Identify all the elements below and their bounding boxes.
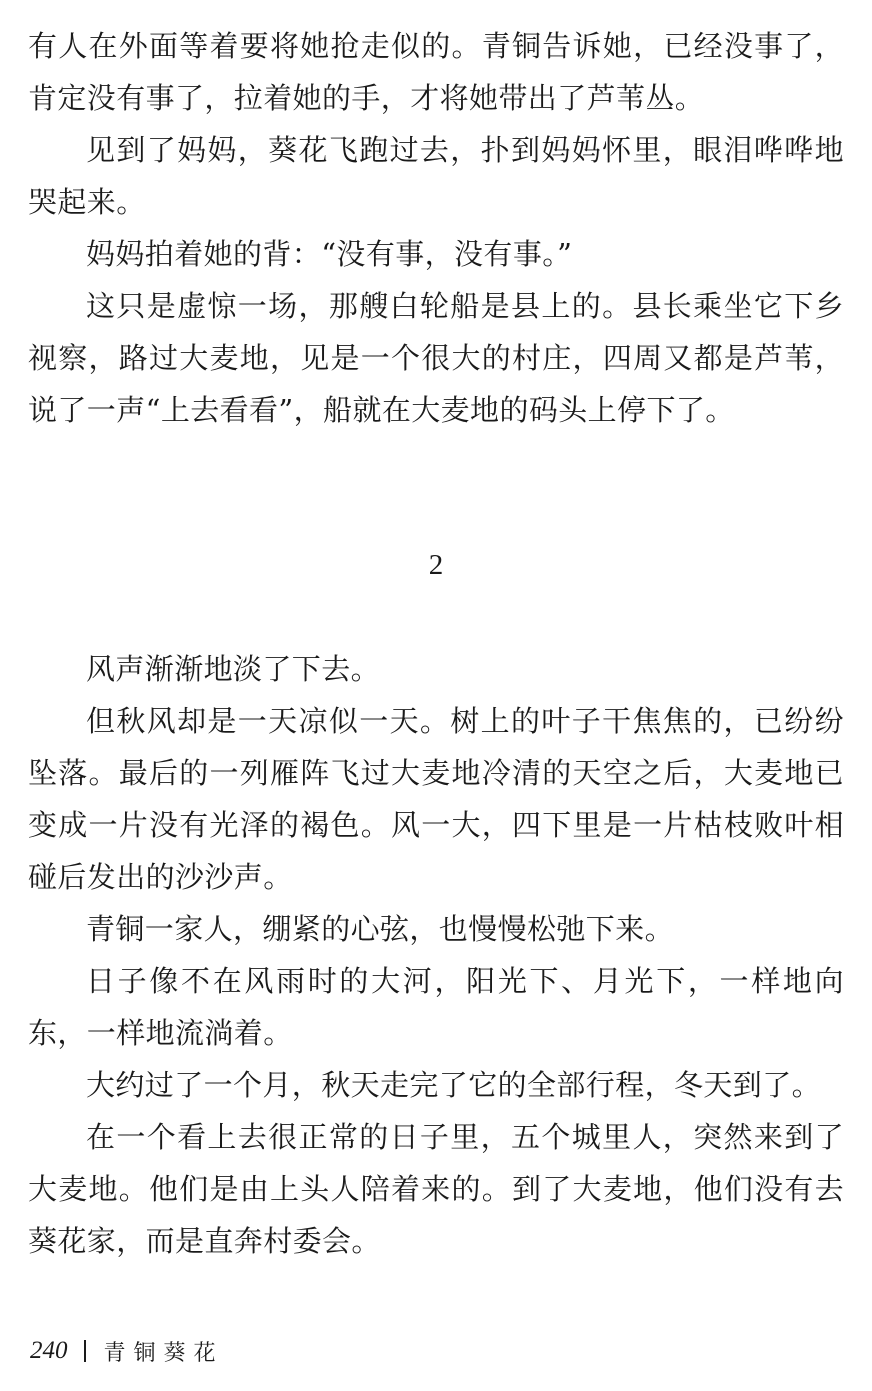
page-footer: [30, 1331, 224, 1371]
paragraph: 大约过了一个月，秋天走完了它的全部行程，冬天到了。: [86, 1068, 822, 1102]
section-two: [28, 643, 844, 1267]
paragraph: 这只是虚惊一场，那艘白轮船是县上的。县长乘坐它下乡视察，路过大麦地，见是一个很大的村庄，四周又都是芦苇，说了一声“上去看看”，船就在大麦地的码头上停下了。: [28, 289, 844, 427]
book-title: 青铜葵花: [103, 1340, 224, 1366]
section-number: 2: [428, 549, 444, 581]
section-one: [28, 20, 844, 436]
paragraph: 风声渐渐地淡了下去。: [86, 652, 381, 686]
paragraph: 青铜一家人，绷紧的心弦，也慢慢松弛下来。: [86, 912, 675, 946]
paragraph: 妈妈拍着她的背：“没有事，没有事。”: [86, 237, 573, 271]
paragraph: 日子像不在风雨时的大河，阳光下、月光下，一样地向东，一样地流淌着。: [28, 964, 844, 1050]
paragraph: 但秋风却是一天凉似一天。树上的叶子干焦焦的，已纷纷坠落。最后的一列雁阵飞过大麦地冷清的天空之后，大麦地已变成一片没有光泽的褐色。风一大，四下里是一片枯枝败叶相碰后发出的沙沙声。: [28, 704, 844, 894]
paragraph: 有人在外面等着要将她抢走似的。青铜告诉她，已经没事了，肯定没有事了，拉着她的手，才将她带出了芦苇丛。: [28, 29, 844, 115]
paragraph: 见到了妈妈，葵花飞跑过去，扑到妈妈怀里，眼泪哗哗地哭起来。: [28, 133, 844, 219]
footer-divider: [84, 1340, 86, 1362]
page-number: 240: [30, 1337, 68, 1364]
paragraph: 在一个看上去很正常的日子里，五个城里人，突然来到了大麦地。他们是由上头人陪着来的。到了大麦地，他们没有去葵花家，而是直奔村委会。: [28, 1120, 844, 1258]
